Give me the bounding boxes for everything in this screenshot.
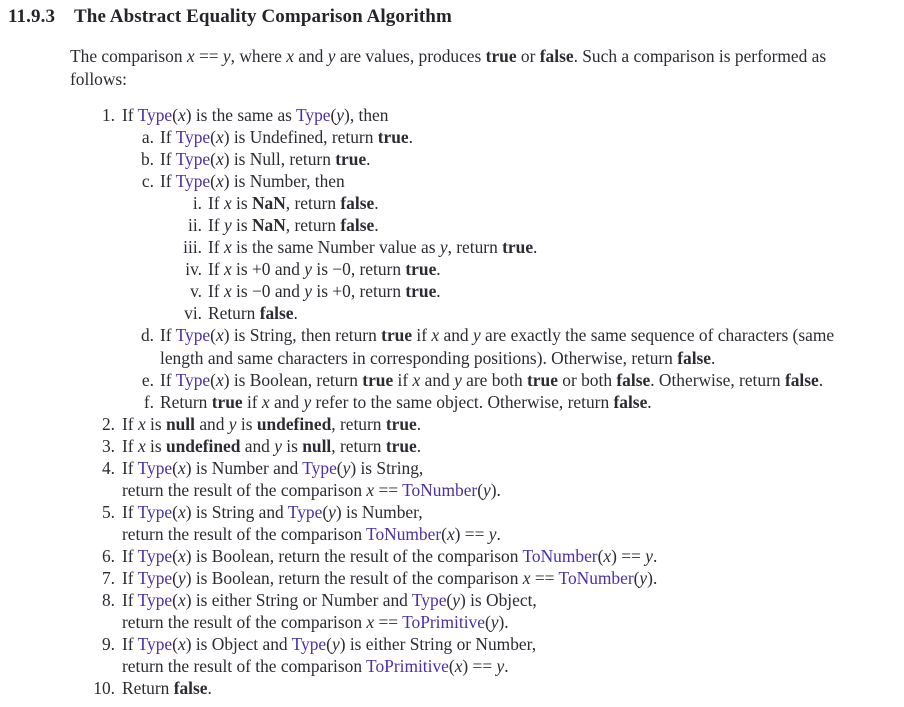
step-marker: 5.: [101, 501, 115, 522]
variable: y: [228, 413, 237, 434]
algorithm-step: [101, 545, 876, 567]
step-text: If x is −0 and y is +0, return true.: [208, 281, 441, 302]
keyword: true: [502, 237, 534, 258]
variable: y: [496, 656, 505, 677]
algorithm-step: [183, 236, 876, 258]
variable: x: [286, 46, 294, 66]
step-text: If Type(x) is String and Type(y) is Number,: [122, 501, 423, 522]
variable: x: [223, 193, 232, 214]
algorithm-step: [101, 589, 876, 633]
step-text: Return false.: [208, 303, 298, 324]
variable: y: [490, 612, 499, 633]
step-text: If x is undefined and y is null, return true.: [122, 435, 422, 456]
variable: x: [215, 127, 224, 148]
keyword: true: [385, 413, 417, 434]
step-marker: 8.: [101, 590, 115, 611]
variable: x: [522, 567, 531, 588]
function-name: Type: [137, 501, 173, 522]
step-marker: f.: [143, 391, 154, 412]
variable: y: [328, 501, 336, 522]
function-name: Type: [175, 171, 211, 192]
variable: y: [304, 281, 313, 302]
step-continuation: return the result of the comparison x == ToNumber(y).: [122, 479, 501, 500]
step-text: If x is null and y is undefined, return true.: [122, 413, 422, 434]
function-name: ToNumber: [558, 567, 634, 588]
algorithm-step: [101, 457, 876, 501]
step-text: If x is +0 and y is −0, return true.: [208, 259, 441, 280]
variable: y: [439, 237, 448, 258]
variable: y: [222, 46, 231, 66]
keyword: true: [381, 325, 413, 346]
step-marker: vi.: [184, 303, 202, 324]
variable: y: [454, 369, 462, 390]
variable: x: [177, 457, 186, 478]
step-marker: 10.: [93, 678, 115, 699]
step-text: If y is NaN, return false.: [208, 215, 379, 236]
variable: x: [137, 413, 146, 434]
variable: x: [137, 435, 146, 456]
step-marker: v.: [190, 281, 202, 302]
keyword: NaN: [251, 215, 286, 236]
variable: x: [223, 259, 232, 280]
step-marker: 4.: [101, 457, 115, 478]
keyword: false: [539, 46, 574, 66]
step-marker: 2.: [101, 413, 115, 434]
variable: x: [177, 590, 186, 611]
variable: y: [303, 391, 312, 412]
step-text: If Type(x) is String, then return true if x and y are exactly the same sequence of characters (same length and same characters in corresponding positions). Otherwise, return false.: [160, 325, 835, 368]
step-marker: c.: [141, 171, 154, 192]
step-text: If Type(x) is Boolean, return the result of the comparison ToNumber(x) == y.: [122, 545, 658, 566]
variable: x: [366, 612, 375, 633]
algorithm-step: [101, 567, 876, 589]
variable: x: [366, 479, 375, 500]
algorithm-step: [187, 214, 876, 236]
step-text: If Type(x) is Number, then: [160, 171, 345, 192]
step-marker: d.: [140, 325, 154, 346]
keyword: true: [385, 435, 417, 456]
keyword: false: [173, 678, 208, 699]
algorithm-step: [101, 435, 876, 457]
keyword: null: [165, 413, 195, 434]
step-continuation: return the result of the comparison ToPrimitive(x) == y.: [122, 656, 509, 677]
keyword: false: [259, 303, 294, 324]
keyword: false: [340, 215, 375, 236]
keyword: false: [340, 193, 375, 214]
variable: y: [223, 215, 232, 236]
step-marker: 1.: [101, 105, 115, 125]
algorithm-step: [101, 501, 876, 545]
step-continuation: return the result of the comparison ToNumber(x) == y.: [122, 523, 501, 544]
variable: x: [177, 501, 186, 522]
variable: x: [177, 634, 186, 655]
variable: x: [412, 369, 421, 390]
algorithm-step: [141, 170, 876, 324]
variable: x: [215, 171, 224, 192]
keyword: true: [211, 391, 243, 412]
step-marker: 9.: [101, 634, 115, 655]
intro-paragraph: The comparison x == y, where x and y are values, produces true or false. Such a comparison is performed as follows:: [70, 46, 827, 89]
variable: x: [177, 105, 186, 125]
step-marker: 6.: [101, 545, 115, 566]
section-heading: [8, 6, 888, 28]
function-name: ToNumber: [402, 479, 478, 500]
keyword: true: [335, 149, 367, 170]
function-name: Type: [137, 634, 173, 655]
algorithm-steps-list: [0, 104, 904, 699]
keyword: true: [362, 369, 394, 390]
algorithm-step: [184, 302, 876, 324]
keyword: false: [613, 391, 648, 412]
function-name: Type: [175, 369, 211, 390]
function-name: Type: [137, 567, 173, 588]
step-text: If Type(x) is Null, return true.: [160, 149, 371, 170]
algorithm-step: [185, 258, 876, 280]
keyword: false: [784, 369, 819, 390]
variable: x: [603, 545, 612, 566]
keyword: false: [616, 369, 651, 390]
algorithm-step: [93, 677, 876, 699]
variable: x: [446, 523, 455, 544]
section-number: 11.9.3: [8, 6, 56, 27]
keyword: true: [485, 46, 517, 66]
function-name: Type: [175, 149, 211, 170]
step-marker: e.: [141, 369, 154, 390]
variable: x: [431, 325, 440, 346]
variable: x: [186, 46, 195, 66]
function-name: ToPrimitive: [366, 656, 449, 677]
keyword: true: [405, 281, 437, 302]
variable: y: [327, 46, 336, 66]
step-marker: b.: [140, 149, 154, 170]
function-name: ToNumber: [522, 545, 598, 566]
keyword: true: [377, 127, 409, 148]
step-text: If Type(x) is the same as Type(y), then: [122, 105, 389, 125]
section-title: The Abstract Equality Comparison Algorithm: [74, 6, 452, 27]
function-name: ToPrimitive: [402, 612, 485, 633]
algorithm-step: [140, 148, 876, 170]
keyword: undefined: [165, 435, 241, 456]
function-name: Type: [287, 501, 323, 522]
step-marker: 3.: [101, 435, 115, 456]
variable: y: [452, 590, 460, 611]
function-name: Type: [137, 590, 173, 611]
variable: x: [223, 281, 232, 302]
algorithm-step: [101, 633, 876, 677]
variable: x: [215, 325, 224, 346]
step-marker: i.: [192, 193, 202, 214]
step-text: If Type(x) is Undefined, return true.: [160, 127, 414, 148]
step-marker: ii.: [187, 215, 202, 236]
keyword: null: [302, 435, 332, 456]
algorithm-step: [141, 126, 876, 148]
function-name: ToNumber: [366, 523, 442, 544]
step-text: If Type(x) is Boolean, return true if x and y are both true or both false. Otherwise, return false.: [160, 369, 824, 390]
function-name: Type: [175, 325, 211, 346]
function-name: Type: [137, 457, 173, 478]
variable: y: [639, 567, 648, 588]
function-name: Type: [302, 457, 337, 478]
variable: y: [342, 457, 351, 478]
step-text: If x is NaN, return false.: [208, 193, 379, 214]
variable: x: [454, 656, 463, 677]
step-text: If Type(y) is Boolean, return the result of the comparison x == ToNumber(y).: [122, 567, 658, 588]
algorithm-step: [143, 391, 876, 413]
variable: x: [215, 369, 224, 390]
algorithm-step: [192, 192, 876, 214]
keyword: true: [527, 369, 558, 390]
step-text: Return true if x and y refer to the same object. Otherwise, return false.: [160, 391, 652, 412]
algorithm-step: [141, 369, 876, 391]
variable: y: [483, 479, 491, 500]
function-name: Type: [137, 105, 173, 125]
function-name: Type: [295, 105, 331, 125]
algorithm-step: [190, 280, 876, 302]
variable: x: [223, 237, 232, 258]
algorithm-step: [101, 413, 876, 435]
function-name: Type: [175, 127, 211, 148]
variable: x: [261, 391, 270, 412]
variable: y: [331, 634, 340, 655]
step-marker: a.: [141, 127, 154, 148]
variable: y: [304, 259, 313, 280]
keyword: NaN: [251, 193, 286, 214]
algorithm-step: [101, 104, 876, 413]
keyword: true: [405, 259, 437, 280]
variable: y: [645, 545, 653, 566]
variable: y: [488, 523, 497, 544]
keyword: false: [677, 347, 712, 368]
variable: x: [177, 545, 186, 566]
function-name: Type: [291, 634, 327, 655]
step-text: If Type(x) is Number and Type(y) is String,: [122, 457, 424, 478]
step-text: If x is the same Number value as y, return true.: [208, 237, 538, 258]
step-text: If Type(x) is either String or Number and Type(y) is Object,: [122, 590, 537, 611]
variable: y: [336, 105, 345, 125]
step-continuation: return the result of the comparison x == ToPrimitive(y).: [122, 612, 509, 633]
keyword: undefined: [256, 413, 332, 434]
step-text: If Type(x) is Object and Type(y) is either String or Number,: [122, 634, 537, 655]
variable: y: [274, 435, 282, 456]
step-text: Return false.: [122, 678, 212, 699]
step-marker: iv.: [185, 259, 202, 280]
variable: y: [177, 567, 186, 588]
function-name: Type: [137, 545, 173, 566]
step-marker: iii.: [183, 237, 202, 258]
variable: x: [215, 149, 224, 170]
variable: y: [472, 325, 481, 346]
algorithm-step: [140, 324, 876, 368]
step-marker: 7.: [101, 567, 115, 588]
function-name: Type: [411, 590, 447, 611]
